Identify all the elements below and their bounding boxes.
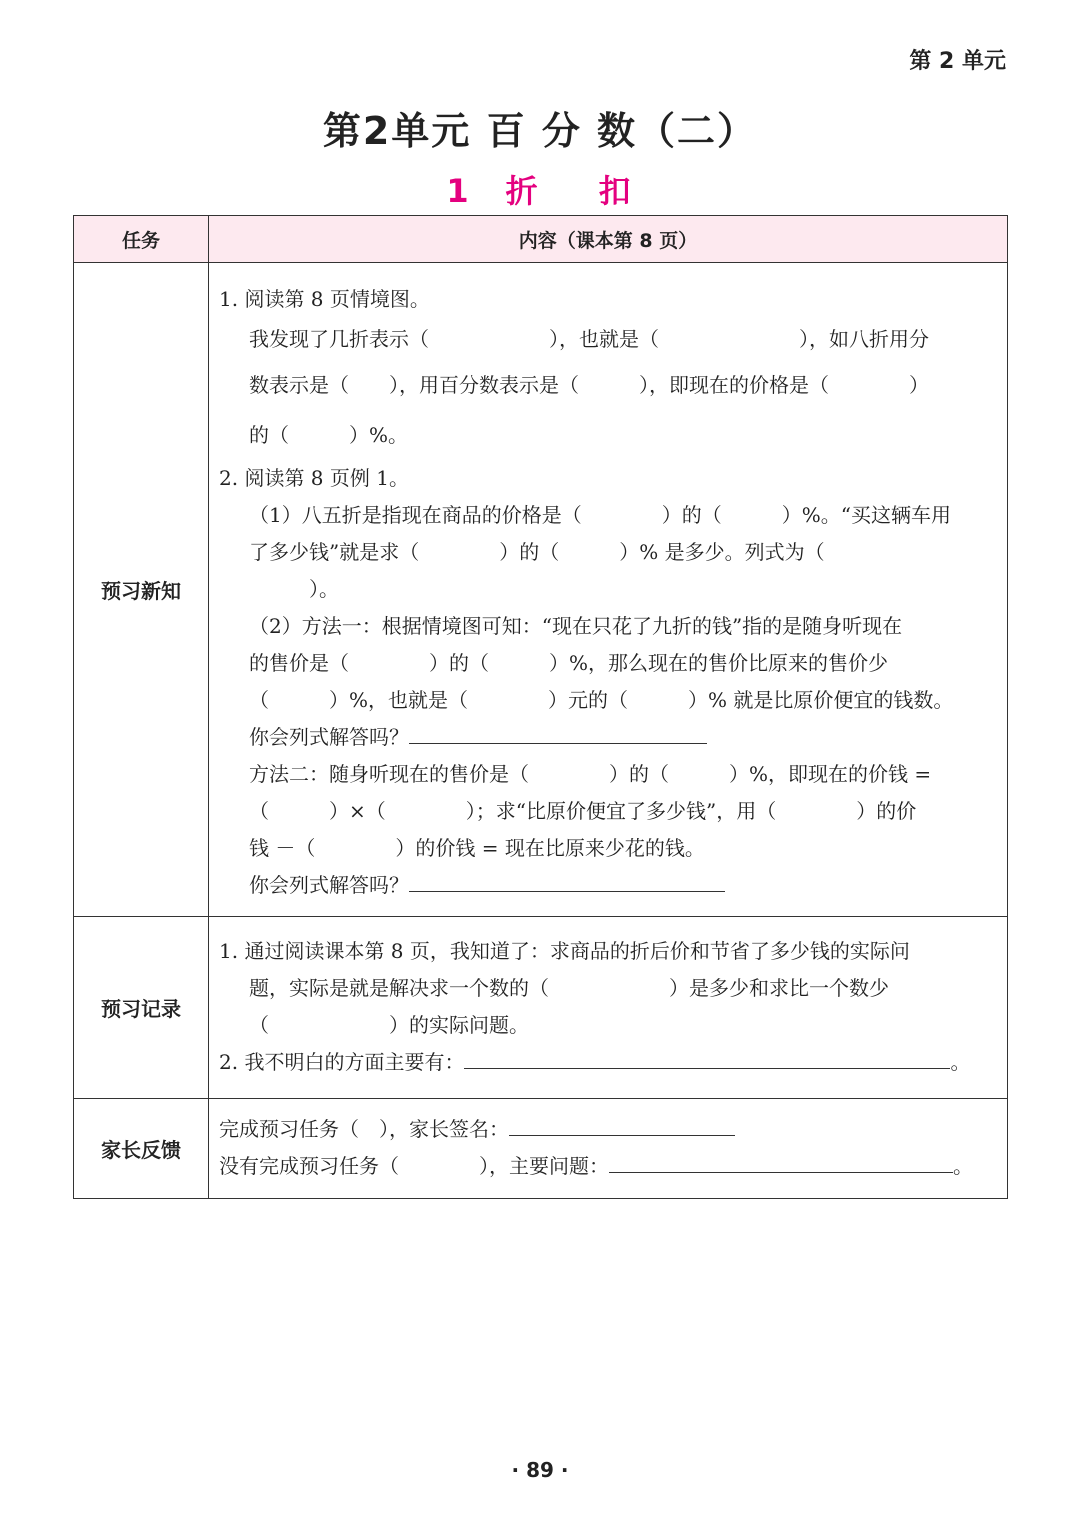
unit-tag: 第 2 单元 — [909, 49, 1006, 74]
lesson-number: 1 — [446, 172, 472, 210]
parent-line-1 — [219, 1111, 997, 1148]
preview-line-1: 1. 阅读第 8 页情境图。 — [219, 287, 430, 311]
parent-signature-blank[interactable] — [509, 1113, 735, 1136]
record-content-cell — [209, 917, 1008, 1099]
parent-signature-prompt: 完成预习任务（ ），家长签名： — [219, 1117, 509, 1141]
preview-line-4: 的（ ）%。 — [249, 423, 409, 447]
preview-line-11: （ ）%，也就是（ ）元的（ ）% 就是比原价便宜的钱数。 — [249, 688, 954, 712]
preview-line-8: ）。 — [249, 577, 339, 601]
answer-prompt: 你会列式解答吗？ — [249, 873, 409, 897]
record-line-2: 题，实际是就是解决求一个数的（ ）是多少和求比一个数少 — [249, 976, 889, 1000]
page-number: · 89 · — [511, 1458, 569, 1482]
record-question-prompt: 2. 我不明白的方面主要有： — [219, 1050, 465, 1074]
record-line-3: （ ）的实际问题。 — [249, 1013, 529, 1037]
answer-blank-method-2[interactable] — [409, 869, 725, 892]
task-label-record: 预习记录 — [74, 917, 209, 1099]
answer-blank-method-1[interactable] — [409, 721, 707, 744]
table-header-row — [74, 216, 1008, 263]
parent-line-2 — [219, 1148, 997, 1185]
task-label-preview: 预习新知 — [74, 263, 209, 917]
preview-line-13: 方法二：随身听现在的售价是（ ）的（ ）%，即现在的价钱 = — [249, 762, 932, 786]
preview-line-14: （ ）×（ ）；求“比原价便宜了多少钱”，用（ ）的价 — [249, 799, 917, 823]
row-preview-record — [74, 917, 1008, 1099]
parent-problem-blank[interactable] — [609, 1150, 953, 1173]
record-line-1: 1. 通过阅读课本第 8 页，我知道了：求商品的折后价和节省了多少钱的实际问 — [219, 939, 910, 963]
task-label-parent: 家长反馈 — [74, 1099, 209, 1199]
preview-line-6: （1）八五折是指现在商品的价格是（ ）的（ ）%。“买这辆车用 — [249, 503, 951, 527]
lesson-title — [0, 166, 1080, 212]
preview-line-3: 数表示是（ ），用百分数表示是（ ），即现在的价格是（ ） — [249, 373, 929, 397]
preview-line-5: 2. 阅读第 8 页例 1。 — [219, 466, 409, 490]
preview-content-cell — [209, 263, 1008, 917]
row-preview-new-knowledge — [74, 263, 1008, 917]
preview-worksheet-table — [73, 215, 1008, 1199]
parent-content-cell — [209, 1099, 1008, 1199]
preview-line-2: 我发现了几折表示（ ），也就是（ ），如八折用分 — [249, 327, 929, 351]
column-header-task: 任务 — [74, 216, 209, 263]
preview-line-9: （2）方法一：根据情境图可知：“现在只花了九折的钱”指的是随身听现在 — [249, 614, 903, 638]
column-header-content: 内容（课本第 8 页） — [209, 216, 1008, 263]
preview-line-10: 的售价是（ ）的（ ）%，那么现在的售价比原来的售价少 — [249, 651, 889, 675]
preview-answer-line-1 — [219, 719, 997, 756]
lesson-title-char2: 扣 — [598, 172, 634, 210]
parent-problem-prompt: 没有完成预习任务（ ），主要问题： — [219, 1154, 609, 1178]
answer-prompt: 你会列式解答吗？ — [249, 725, 409, 749]
page-title: 第2单元 百 分 数（二） — [322, 109, 758, 153]
preview-answer-line-2 — [219, 867, 997, 904]
lesson-title-char1: 折 — [505, 172, 541, 210]
record-question-blank[interactable] — [464, 1046, 950, 1069]
record-line-4 — [219, 1044, 997, 1081]
row-parent-feedback — [74, 1099, 1008, 1199]
end-mark: 。 — [950, 1050, 971, 1074]
end-mark: 。 — [953, 1154, 973, 1178]
preview-line-15: 钱 －（ ）的价钱 = 现在比原来少花的钱。 — [249, 836, 705, 860]
preview-line-7: 了多少钱”就是求（ ）的（ ）% 是多少。列式为（ — [249, 540, 825, 564]
